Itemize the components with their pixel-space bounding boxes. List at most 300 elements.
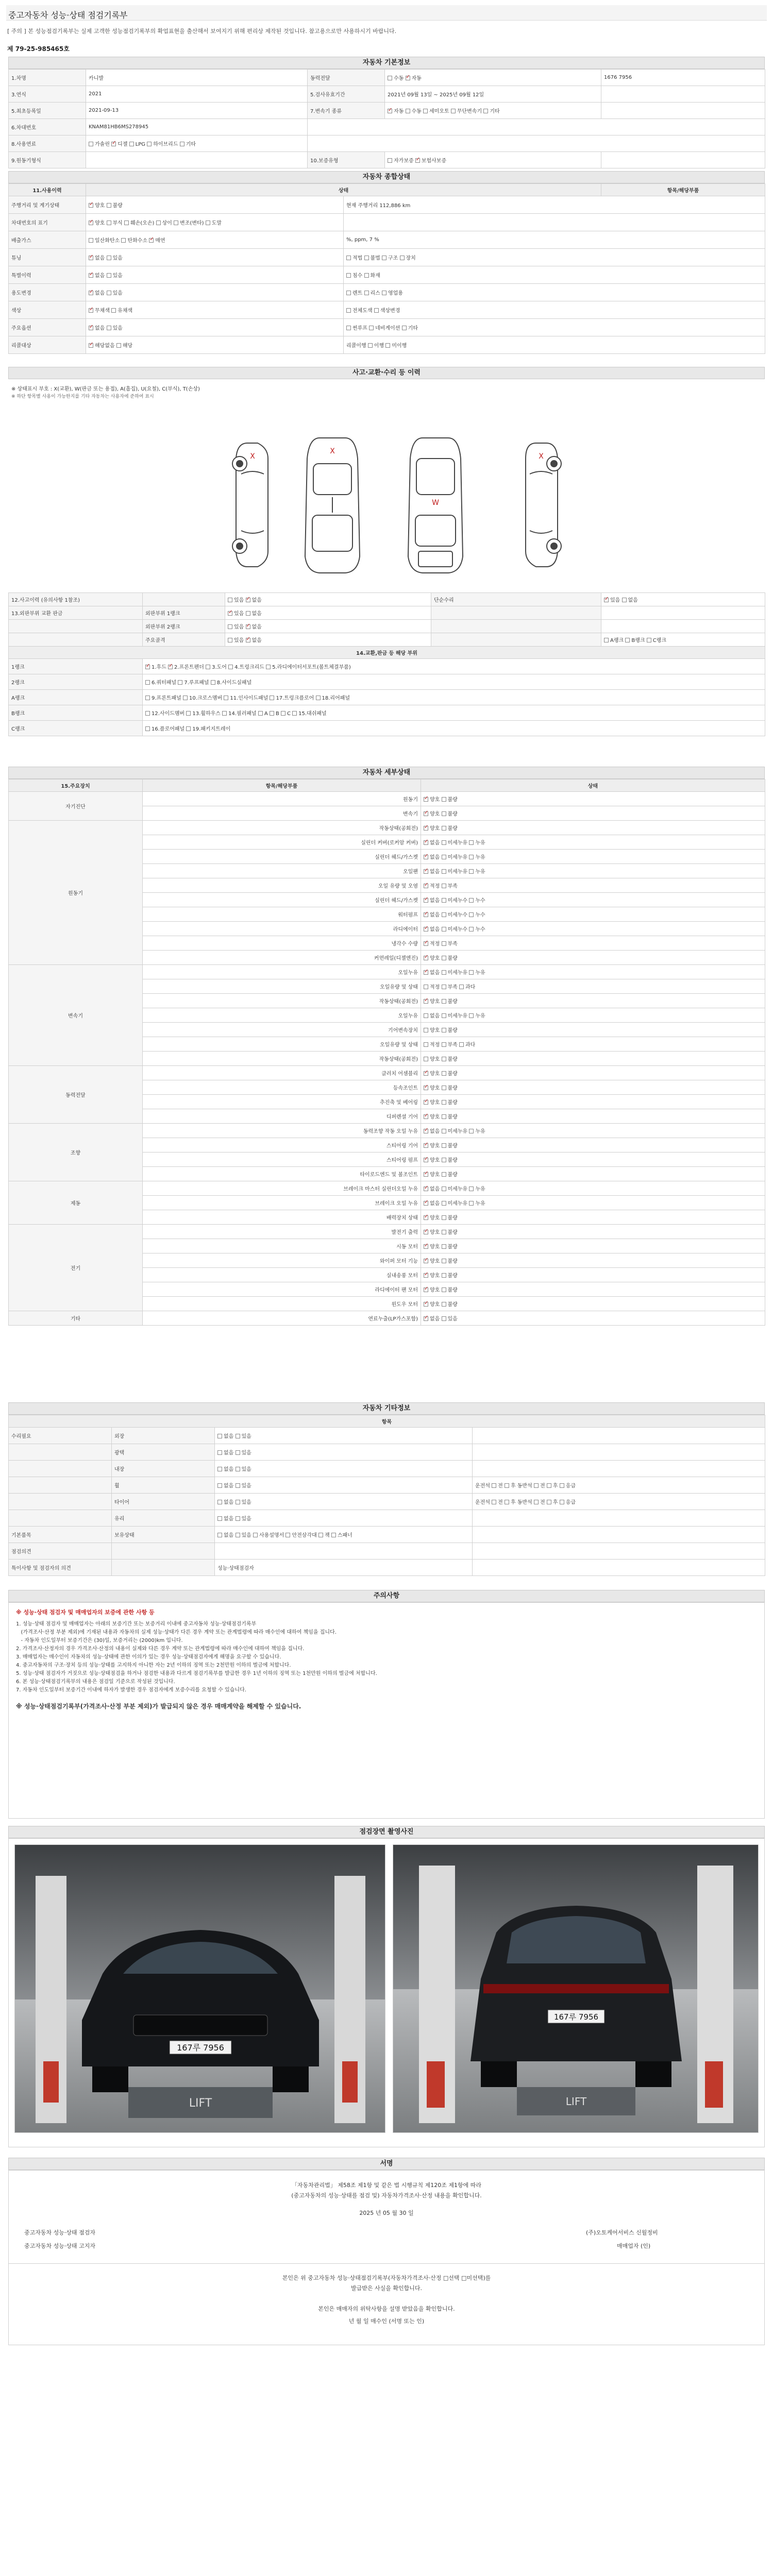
caution-lines xyxy=(16,1620,757,1694)
detail-state: ✓ 없음 미세누유 누유 xyxy=(421,1181,765,1196)
checkbox-empty xyxy=(346,273,351,278)
comp-head-usage: 11.사용이력 xyxy=(9,184,86,196)
comp-state: ✓ 무채색 유채색 xyxy=(86,301,344,319)
basic-value-2: ✓ 자동 수동 세미오토 무단변속기 기타 xyxy=(385,103,601,119)
checkbox-empty xyxy=(217,1516,222,1521)
detail-state: ✓ 양호 불량 xyxy=(421,1253,765,1268)
detail-state: ✓ 없음 미세누유 누유 xyxy=(421,835,765,850)
detail-table xyxy=(8,779,765,1326)
comp-extra: 리콜이행 이행 미이행 xyxy=(344,336,765,354)
checkbox-empty xyxy=(469,855,474,859)
damage-mark-roof: W xyxy=(432,499,439,507)
other-row xyxy=(9,1428,765,1444)
checkbox-empty xyxy=(469,898,474,903)
checkbox-checked xyxy=(149,238,154,243)
checkbox-empty xyxy=(442,1143,446,1148)
checkbox-empty xyxy=(346,308,351,313)
other-item: 유리 xyxy=(112,1510,215,1527)
comp-row xyxy=(9,301,765,319)
detail-state: ✓ 양호 불량 xyxy=(421,821,765,835)
detail-group: 동력전달 xyxy=(9,1066,143,1124)
checkbox-empty xyxy=(236,1516,240,1521)
accident-row xyxy=(9,620,765,633)
checkbox-empty xyxy=(647,638,651,642)
other-state xyxy=(215,1543,473,1560)
checkbox-checked xyxy=(246,638,250,642)
detail-item: 타이로드엔드 및 볼조인트 xyxy=(143,1167,421,1181)
car-top-front-view xyxy=(305,438,360,573)
other-group: 특이사항 및 점검자의 의견 xyxy=(9,1560,112,1576)
checkbox-checked xyxy=(89,343,93,348)
detail-state: ✓ 없음 미세누유 누유 xyxy=(421,1196,765,1210)
comp-row xyxy=(9,284,765,301)
detail-item: 클러치 어셈블리 xyxy=(143,1066,421,1080)
detail-state: 없음 미세누유 누유 xyxy=(421,1008,765,1023)
checkbox-empty xyxy=(285,1533,290,1537)
checkbox-empty xyxy=(442,855,446,859)
basic-row xyxy=(9,103,765,119)
part-rank: 1랭크 xyxy=(9,659,143,674)
caution-box xyxy=(8,1602,765,1819)
checkbox-empty xyxy=(217,1533,222,1537)
checkbox-checked xyxy=(424,797,428,802)
checkbox-empty xyxy=(442,1013,446,1018)
checkbox-empty xyxy=(217,1483,222,1488)
checkbox-empty xyxy=(459,1042,464,1047)
detail-state: ✓ 양호 불량 xyxy=(421,1297,765,1311)
accident-label-2 xyxy=(431,606,601,620)
receipt-line-2: 발급받은 사실을 확인합니다. xyxy=(350,2285,422,2292)
basic-value-2: 2021년 09월 13일 ~ 2025년 09월 12일 xyxy=(385,86,601,103)
other-extra xyxy=(473,1560,765,1576)
checkbox-empty xyxy=(400,256,405,260)
accident-state-2: A랭크 B랭크 C랭크 xyxy=(601,633,765,647)
detail-state: ✓ 양호 불량 xyxy=(421,1095,765,1109)
other-extra xyxy=(473,1527,765,1543)
checkbox-checked xyxy=(89,203,93,208)
detail-state: ✓ 양호 불량 xyxy=(421,1210,765,1225)
detail-state: ✓ 없음 미세누수 누수 xyxy=(421,922,765,936)
accident-label: 13.외판부위 교환 판금 xyxy=(9,606,143,620)
detail-item: 스티어링 펌프 xyxy=(143,1153,421,1167)
other-row xyxy=(9,1477,765,1494)
checkbox-checked xyxy=(424,1230,428,1234)
checkbox-empty xyxy=(469,912,474,917)
basic-value-2: 자가보증 ✓보험사보증 xyxy=(385,152,601,168)
checkbox-checked xyxy=(246,624,250,629)
checkbox-empty xyxy=(442,1100,446,1105)
other-item: 휠 xyxy=(112,1477,215,1494)
detail-group: 변속기 xyxy=(9,965,143,1066)
checkbox-empty xyxy=(469,1013,474,1018)
accident-sub: 주요골격 xyxy=(143,633,225,647)
checkbox-empty xyxy=(145,680,150,685)
checkbox-empty xyxy=(505,1500,509,1504)
part-items: 12.사이드멤버 13.휠하우스 14.필러패널 A B C 15.대쉬패널 xyxy=(143,705,765,721)
part-head: 14.교환,판금 등 해당 부위 xyxy=(9,647,765,659)
detail-item: 오일누유 xyxy=(143,965,421,979)
checkbox-empty xyxy=(107,291,111,295)
checkbox-empty xyxy=(346,256,351,260)
comp-extra: 렌트 리스 영업용 xyxy=(344,284,765,301)
checkbox-empty xyxy=(442,941,446,946)
checkbox-checked xyxy=(228,611,232,616)
checkbox-empty xyxy=(346,291,351,295)
caution-title: ※ 성능·상태 점검자 및 매매업자의 보증에 관한 사항 등 xyxy=(16,1609,155,1616)
sign-line-1: 「자동차관리법」 제58조 제1항 및 같은 법 시행규칙 제120조 제1항에 따라 xyxy=(291,2182,482,2189)
detail-state: ✓ 없음 미세누수 누수 xyxy=(421,893,765,907)
section-accident: 사고·교환·수리 등 이력 xyxy=(8,367,765,379)
accident-state: 있음 ✓없음 xyxy=(225,620,431,633)
caution-line: 3. 매매업자는 매수인이 자동차의 성능·상태에 관한 이의가 있는 경우 성능·상태점검자에게 해명을 요구할 수 있습니다. xyxy=(16,1654,281,1660)
section-caution: 주의사항 xyxy=(8,1590,765,1602)
detail-group: 자기진단 xyxy=(9,792,143,821)
comp-state: ✓ 해당없음 해당 xyxy=(86,336,344,354)
comp-row xyxy=(9,214,765,231)
part-rank: C랭크 xyxy=(9,721,143,736)
checkbox-empty xyxy=(442,797,446,802)
checkbox-empty xyxy=(281,711,285,716)
section-photo: 점검장면 촬영사진 xyxy=(8,1826,765,1838)
checkbox-checked xyxy=(424,999,428,1004)
rear-plate-text: 167루 7956 xyxy=(553,2012,599,2022)
checkbox-checked xyxy=(424,1215,428,1220)
checkbox-empty xyxy=(217,1450,222,1455)
checkbox-checked xyxy=(89,273,93,278)
detail-group: 기타 xyxy=(9,1311,143,1326)
detail-state: ✓ 양호 불량 xyxy=(421,1138,765,1153)
checkbox-empty xyxy=(442,1114,446,1119)
checkbox-empty xyxy=(186,711,191,716)
checkbox-empty xyxy=(442,970,446,975)
detail-state: ✓ 양호 불량 xyxy=(421,1239,765,1253)
checkbox-empty xyxy=(442,1172,446,1177)
checkbox-empty xyxy=(217,1434,222,1438)
title-bar xyxy=(6,5,767,21)
detail-item: 오일팬 xyxy=(143,864,421,878)
checkbox-empty xyxy=(442,1316,446,1321)
basic-row xyxy=(9,152,765,168)
accident-state: 있음 ✓없음 xyxy=(225,633,431,647)
checkbox-empty xyxy=(211,680,215,685)
car-damage-diagram xyxy=(216,428,577,582)
accident-label-2 xyxy=(431,633,601,647)
checkbox-checked xyxy=(424,1086,428,1090)
checkbox-empty xyxy=(236,1500,240,1504)
checkbox-empty xyxy=(442,1028,446,1032)
basic-info-table xyxy=(8,69,765,168)
checkbox-checked xyxy=(424,1172,428,1177)
checkbox-checked xyxy=(424,912,428,917)
comp-label: 특별이력 xyxy=(9,266,86,284)
other-row xyxy=(9,1527,765,1543)
basic-label: 5.최초등록일 xyxy=(9,103,86,119)
other-item xyxy=(112,1560,215,1576)
inspector-name: (주)오토케어서비스 신월정비 xyxy=(586,2229,658,2236)
detail-item: 와이퍼 모터 기능 xyxy=(143,1253,421,1268)
checkbox-checked xyxy=(424,956,428,960)
part-row xyxy=(9,690,765,705)
basic-value: 2021-09-13 xyxy=(86,103,308,119)
checkbox-empty xyxy=(442,840,446,845)
detail-item: 추진축 및 베어링 xyxy=(143,1095,421,1109)
other-extra xyxy=(473,1428,765,1444)
comp-label: 차대번호의 표기 xyxy=(9,214,86,231)
basic-row xyxy=(9,119,765,135)
basic-label-2: 7.변속기 종류 xyxy=(308,103,385,119)
detail-item: 작동상태(공회전) xyxy=(143,994,421,1008)
checkbox-empty xyxy=(469,970,474,975)
detail-state: 양호 불량 xyxy=(421,1023,765,1037)
comp-state: ✓ 없음 있음 xyxy=(86,266,344,284)
checkbox-checked xyxy=(388,109,392,113)
comp-extra: 전체도색 색상변경 xyxy=(344,301,765,319)
detail-item: 실린더 커버(로커암 커버) xyxy=(143,835,421,850)
detail-item: 오일유량 및 상태 xyxy=(143,979,421,994)
accident-sub: 외판부위 1랭크 xyxy=(143,606,225,620)
section-basic-info: 자동차 기본정보 xyxy=(8,57,765,69)
detail-row xyxy=(9,1124,765,1138)
caution-line: 5. 성능·상태 점검자가 거짓으로 성능·상태점검을 하거나 점검한 내용과 다르게 점검기록부를 발급한 경우 1년 이하의 징역 또는 1천만원 이하의 벌금에 처합니다. xyxy=(16,1671,377,1676)
basic-label: 1.차명 xyxy=(9,70,86,86)
checkbox-checked xyxy=(424,840,428,845)
checkbox-empty xyxy=(442,811,446,816)
basic-row xyxy=(9,86,765,103)
checkbox-empty xyxy=(442,1158,446,1162)
detail-item: 작동상태(공회전) xyxy=(143,821,421,835)
checkbox-empty xyxy=(442,869,446,874)
other-state: 성능·상태점검자 xyxy=(215,1560,473,1576)
checkbox-checked xyxy=(89,221,93,225)
checkbox-empty xyxy=(107,256,111,260)
checkbox-empty xyxy=(406,109,410,113)
basic-label: 9.원동기형식 xyxy=(9,152,86,168)
other-item xyxy=(112,1543,215,1560)
comp-state: ✓ 없음 있음 xyxy=(86,284,344,301)
accident-legend-note: ※ 하단 항목별 사용이 가능한지를 기타 자동차는 사용자에 준하여 표시 xyxy=(11,394,154,399)
other-item: 광택 xyxy=(112,1444,215,1461)
comp-label: 색상 xyxy=(9,301,86,319)
other-state: 없음 있음 xyxy=(215,1477,473,1494)
caution-final: ※ 성능·상태점검기록부(가격조사·산정 부분 제외)가 발급되지 않은 경우 매매계약을 해제할 수 있습니다. xyxy=(16,1703,301,1710)
checkbox-checked xyxy=(424,941,428,946)
caution-line: (가격조사·산정 부분 제외)에 기재된 내용과 자동차의 실제 성능·상태가 다른 경우 계약 또는 관계법령에 따라 매수인에 대하여 책임을 집니다. xyxy=(16,1630,337,1635)
checkbox-empty xyxy=(228,665,233,669)
front-plate-text: 167루 7956 xyxy=(177,2043,224,2053)
comp-state: 일산화탄소 탄화수소 ✓매연 xyxy=(86,231,344,249)
other-group xyxy=(9,1494,112,1510)
checkbox-empty xyxy=(236,1483,240,1488)
checkbox-empty xyxy=(469,1201,474,1206)
other-item: 보유상태 xyxy=(112,1527,215,1543)
basic-label: 3.연식 xyxy=(9,86,86,103)
detail-row xyxy=(9,1311,765,1326)
comp-row xyxy=(9,266,765,284)
caution-line: 1. 성능·상태 점검자 및 매매업자는 아래의 보증기간 또는 보증거리 이내에 중고자동차 성능·상태점검기록부 xyxy=(16,1621,257,1627)
checkbox-empty xyxy=(469,1187,474,1191)
accident-row xyxy=(9,593,765,606)
checkbox-empty xyxy=(604,638,609,642)
basic-row xyxy=(9,135,765,152)
front-photo xyxy=(14,1844,385,2133)
detail-item: 브레이크 마스터 실린더오일 누유 xyxy=(143,1181,421,1196)
caution-line: 7. 자동차 인도일부터 보증기간 이내에 하자가 발생한 경우 점검자에게 보증수리를 요청할 수 있습니다. xyxy=(16,1687,246,1693)
detail-state: ✓ 없음 미세누유 누유 xyxy=(421,965,765,979)
part-items: 6.쿼터패널 7.루프패널 8.사이드실패널 xyxy=(143,674,765,690)
checkbox-empty xyxy=(442,1230,446,1234)
checkbox-empty xyxy=(258,711,263,716)
detail-item: 브레이크 오일 누유 xyxy=(143,1196,421,1210)
checkbox-empty xyxy=(442,826,446,831)
comp-state: ✓ 양호 부식 훼손(오손) 상이 변조(변타) 도말 xyxy=(86,214,344,231)
part-items: 16.플로어패널 19.패키지트레이 xyxy=(143,721,765,736)
accident-label xyxy=(9,633,143,647)
checkbox-empty xyxy=(442,1244,446,1249)
comp-head-item: 항목/해당부품 xyxy=(601,184,765,196)
other-row xyxy=(9,1444,765,1461)
checkbox-empty xyxy=(206,221,210,225)
checkbox-empty xyxy=(442,1086,446,1090)
checkbox-checked xyxy=(424,855,428,859)
basic-label: 8.사용연료 xyxy=(9,135,86,152)
checkbox-empty xyxy=(364,256,369,260)
comp-extra: 현재 주행거리 112,886 km xyxy=(344,196,765,214)
comp-head-state: 상태 xyxy=(86,184,601,196)
checkbox-empty xyxy=(236,1434,240,1438)
checkbox-empty xyxy=(222,711,227,716)
accident-state: ✓ 있음 없음 xyxy=(225,606,431,620)
other-extra xyxy=(473,1510,765,1527)
basic-label-2: 동력전달 xyxy=(308,70,385,86)
checkbox-empty xyxy=(228,624,232,629)
detail-group: 제동 xyxy=(9,1181,143,1225)
detail-item: 오일유량 및 상태 xyxy=(143,1037,421,1052)
checkbox-empty xyxy=(124,221,129,225)
part-rank: A랭크 xyxy=(9,690,143,705)
comprehensive-table xyxy=(8,183,765,354)
accident-row xyxy=(9,633,765,647)
detail-state: ✓ 적정 부족 xyxy=(421,936,765,951)
checkbox-empty xyxy=(469,840,474,845)
checkbox-empty xyxy=(206,665,210,669)
detail-item: 기어변속장치 xyxy=(143,1023,421,1037)
detail-item: 원동기 xyxy=(143,792,421,806)
detail-item: 동력조향 작동 오일 누유 xyxy=(143,1124,421,1138)
detail-state: ✓ 양호 불량 xyxy=(421,1282,765,1297)
checkbox-empty xyxy=(424,1042,428,1047)
comp-row xyxy=(9,249,765,266)
detail-item: 오일누유 xyxy=(143,1008,421,1023)
other-state: 없음 있음 xyxy=(215,1461,473,1477)
checkbox-empty xyxy=(534,1483,539,1488)
checkbox-empty xyxy=(236,1450,240,1455)
accident-state-2 xyxy=(601,606,765,620)
checkbox-empty xyxy=(364,273,369,278)
basic-value-3: 1676 7956 xyxy=(601,70,765,86)
checkbox-empty xyxy=(236,1467,240,1471)
other-row xyxy=(9,1510,765,1527)
checkbox-empty xyxy=(107,273,111,278)
comp-extra: %, ppm, 7 % xyxy=(344,231,765,249)
other-extra: 운전석 전 후 동반석 전 후 응급 xyxy=(473,1477,765,1494)
checkbox-empty xyxy=(111,308,116,313)
receipt-line-3: 본인은 매매자의 위탁사항을 설명 받았음을 확인합니다. xyxy=(318,2306,455,2312)
checkbox-empty xyxy=(382,256,386,260)
front-lift-text: LIFT xyxy=(189,2097,212,2110)
part-row xyxy=(9,721,765,736)
checkbox-empty xyxy=(442,1302,446,1307)
accident-state-2 xyxy=(601,620,765,633)
detail-item: 연료누출(LP가스포함) xyxy=(143,1311,421,1326)
document-number: 제 79-25-985465호 xyxy=(7,45,70,53)
comp-row xyxy=(9,231,765,249)
checkbox-empty xyxy=(442,1129,446,1133)
sign-line-2: (중고자동차의 성능·상태를 점검 및) 자동차가격조사·산정 내용을 확인합니다. xyxy=(291,2192,482,2199)
checkbox-empty xyxy=(424,1013,428,1018)
checkbox-checked xyxy=(424,1187,428,1191)
part-rank: B랭크 xyxy=(9,705,143,721)
checkbox-empty xyxy=(442,1071,446,1076)
checkbox-empty xyxy=(382,291,386,295)
detail-state: ✓ 없음 미세누유 누유 xyxy=(421,1124,765,1138)
detail-state: ✓ 양호 불량 xyxy=(421,806,765,821)
checkbox-empty xyxy=(424,1028,428,1032)
checkbox-empty xyxy=(316,696,321,700)
comp-row xyxy=(9,319,765,336)
checkbox-empty xyxy=(364,291,369,295)
detail-item: 시동 모터 xyxy=(143,1239,421,1253)
accident-row xyxy=(9,606,765,620)
detail-item: 라디에이터 xyxy=(143,922,421,936)
checkbox-empty xyxy=(107,221,111,225)
comp-extra xyxy=(344,214,765,231)
checkbox-checked xyxy=(424,1100,428,1105)
signature-box xyxy=(8,2170,765,2345)
checkbox-checked xyxy=(89,326,93,330)
basic-value: KNAM81HB6MS278945 xyxy=(86,119,308,135)
checkbox-checked xyxy=(424,1259,428,1263)
checkbox-checked xyxy=(424,1114,428,1119)
checkbox-empty xyxy=(346,326,351,330)
checkbox-empty xyxy=(147,142,152,146)
checkbox-empty xyxy=(270,711,274,716)
checkbox-empty xyxy=(180,142,184,146)
detail-state: 적정 부족 과다 xyxy=(421,979,765,994)
checkbox-empty xyxy=(560,1500,564,1504)
receipt-line-1: 본인은 위 중고자동차 성능·상태점검기록부(자동차가격조사·산정 □선택 □미선택)를 xyxy=(282,2275,491,2281)
checkbox-empty xyxy=(547,1483,551,1488)
other-group: 수리필요 xyxy=(9,1428,112,1444)
checkbox-empty xyxy=(469,1129,474,1133)
detail-state: ✓ 없음 미세누수 누수 xyxy=(421,907,765,922)
caution-line: 2. 가격조사·산정자의 경우 가격조사·산정의 내용이 실제와 다른 경우 계약 또는 관계법령에 따라 매수인에 대하여 책임을 집니다. xyxy=(16,1646,305,1652)
detail-item: 냉각수 수량 xyxy=(143,936,421,951)
detail-item: 실린더 헤드/가스켓 xyxy=(143,893,421,907)
detail-group: 원동기 xyxy=(9,821,143,965)
checkbox-empty xyxy=(469,927,474,931)
part-rank: 2랭크 xyxy=(9,674,143,690)
checkbox-empty xyxy=(424,1057,428,1061)
other-row xyxy=(9,1543,765,1560)
detail-item: 오일 유량 및 오염 xyxy=(143,878,421,893)
checkbox-checked xyxy=(424,884,428,888)
other-state: 없음 있음 사용설명서 안전삼각대 잭 스패너 xyxy=(215,1527,473,1543)
other-group xyxy=(9,1510,112,1527)
buyer-sign-line: 년 월 일 매수인 (서명 또는 인) xyxy=(348,2318,425,2325)
part-row xyxy=(9,705,765,721)
checkbox-checked xyxy=(89,308,93,313)
detail-state: ✓ 양호 불량 xyxy=(421,1080,765,1095)
